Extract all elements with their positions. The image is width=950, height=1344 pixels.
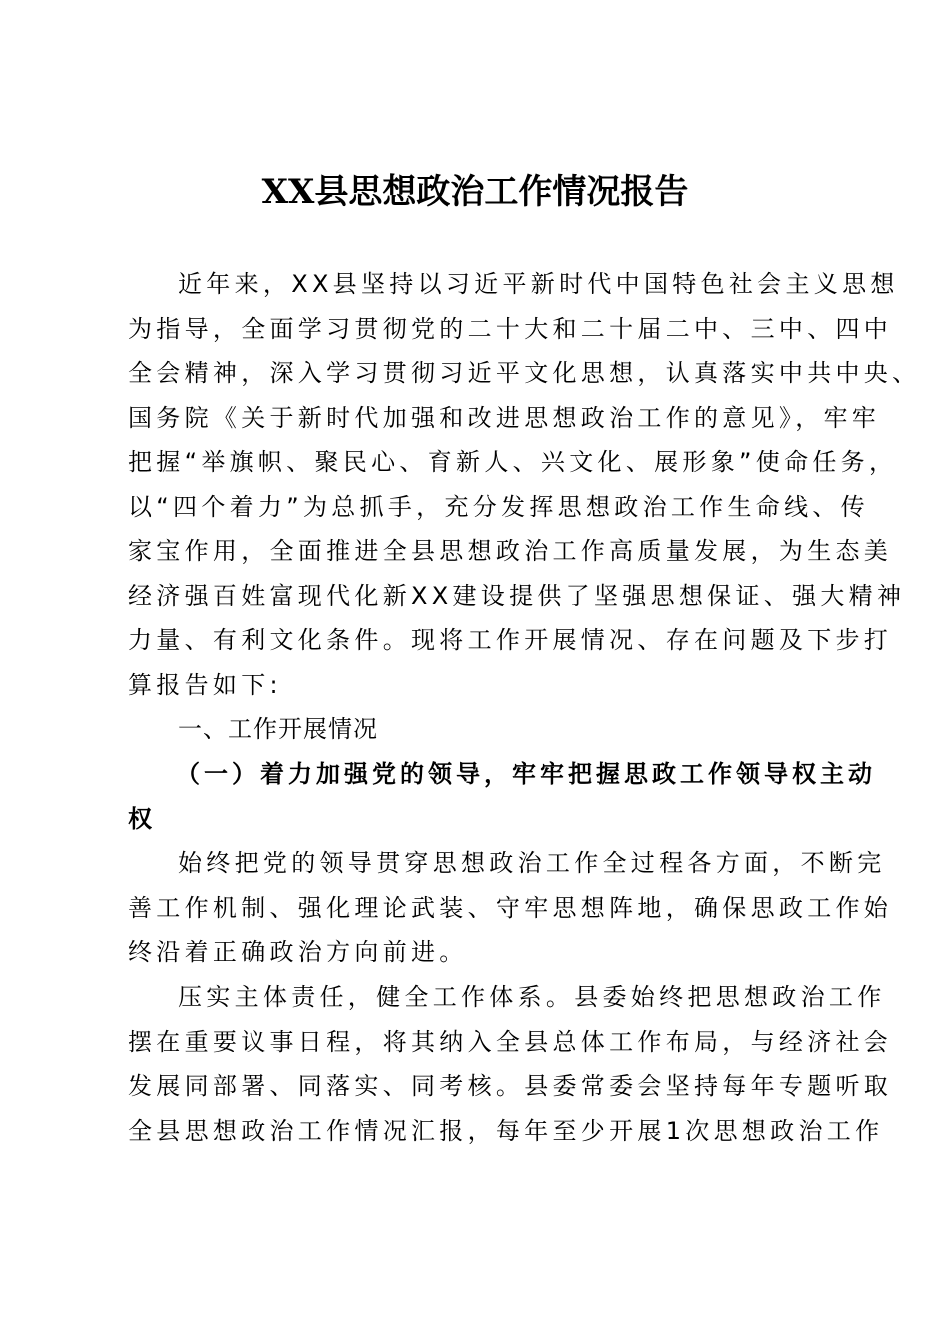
paragraph-line: 摆在重要议事日程，将其纳入全县总体工作布局，与经济社会 (128, 1027, 893, 1056)
paragraph-line: 终沿着正确政治方向前进。 (128, 938, 468, 966)
paragraph-line: 以“四个着力”为总抓手，充分发挥思想政治工作生命线、传 (128, 492, 869, 521)
document-title: XX县思想政治工作情况报告 (261, 172, 689, 212)
section-heading-1 (128, 707, 838, 752)
paragraph-line: 经济强百姓富现代化新XX建设提供了坚强思想保证、强大精神 (128, 581, 906, 610)
paragraph-line: 为指导，全面学习贯彻党的二十大和二十届二中、三中、四中 (128, 314, 893, 343)
subsection-heading-line: 权 (128, 804, 156, 833)
paragraph-line: 算报告如下: (128, 670, 282, 699)
paragraph-line: 近年来，XX县坚持以习近平新时代中国特色社会主义思想 (178, 270, 899, 298)
subsection-heading-1 (128, 752, 876, 841)
intro-paragraph (128, 262, 921, 707)
paragraph-line: 始终把党的领导贯穿思想政治工作全过程各方面，不断完 (178, 849, 886, 877)
subsection1-paragraph-1 (128, 841, 893, 975)
paragraph-line: 全会精神，深入学习贯彻习近平文化思想，认真落实中共中央、 (128, 359, 921, 387)
paragraph-line: 善工作机制、强化理论武装、守牢思想阵地，确保思政工作始 (128, 893, 893, 922)
paragraph-line: 国务院《关于新时代加强和改进思想政治工作的意见》，牢牢 (128, 403, 881, 432)
subsection1-paragraph-2 (128, 975, 893, 1153)
paragraph-line: 压实主体责任，健全工作体系。县委始终把思想政治工作 (178, 983, 886, 1011)
paragraph-line: 家宝作用，全面推进全县思想政治工作高质量发展，为生态美 (128, 537, 893, 565)
paragraph-line: 把握“举旗帜、聚民心、育新人、兴文化、展形象”使命任务， (128, 448, 898, 476)
subsection-heading-line: （一）着力加强党的领导，牢牢把握思政工作领导权主动 (176, 760, 876, 788)
paragraph-line: 发展同部署、同落实、同考核。县委常委会坚持每年专题听取 (128, 1072, 893, 1100)
paragraph-line: 力量、有利文化条件。现将工作开展情况、存在问题及下步打 (128, 626, 893, 654)
paragraph-line: 全县思想政治工作情况汇报，每年至少开展1次思想政治工作 (128, 1116, 884, 1145)
section-heading-text: 一、工作开展情况 (178, 715, 378, 743)
